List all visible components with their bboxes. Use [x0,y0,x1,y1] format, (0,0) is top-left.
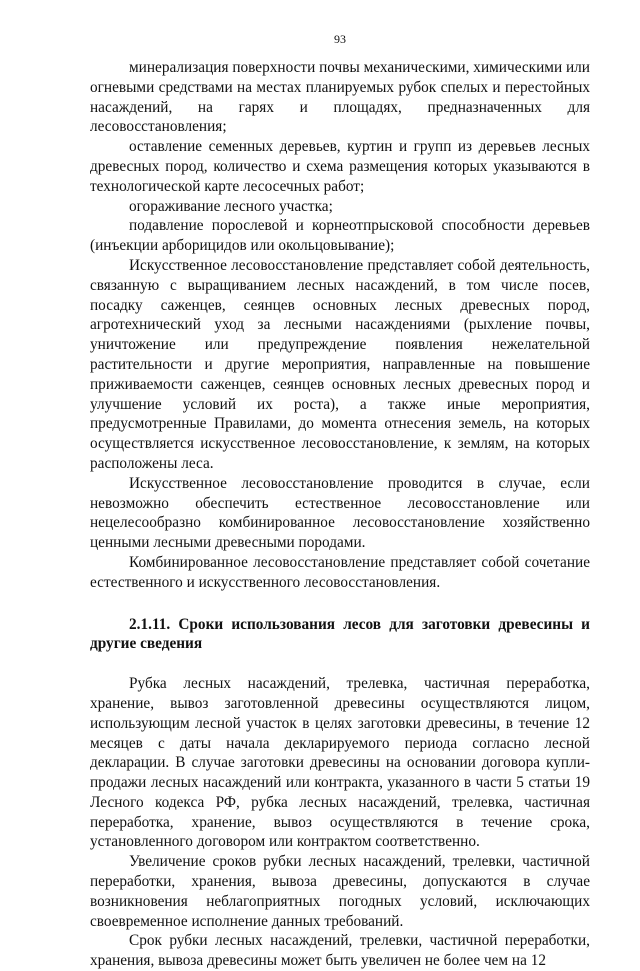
page-number: 93 [334,32,346,46]
paragraph: Искусственное лесовосстановление представляет собой деятельность, связанную с выращиванием лесных насаждений, в том числе посев, посадку саженцев, сеянцев основных лесных древесных пород, агротехнический уход за лесными насаждениями (рыхление почвы, уничтожение или предупреждение появления нежелательной растительности и другие мероприятия, направленные на повышение приживаемости саженцев, сеянцев основных лесных древесных пород и улучшение условий их роста), а также иные мероприятия, предусмотренные Правилами, до момента отнесения земель, на которых осуществляется искусственное лесовосстановление, к землям, на которых расположены леса. [90,256,590,472]
paragraph: оставление семенных деревьев, куртин и групп из деревьев лесных древесных пород, количество и схема размещения которых указываются в технологической карте лесосечных работ; [90,138,590,195]
paragraph: Срок рубки лесных насаждений, трелевки, частичной переработки, хранения, вывоза древесины может быть увеличен не более чем на 12 [90,932,590,970]
paragraph: Рубка лесных насаждений, трелевка, частичная переработка, хранение, вывоз заготовленной древесины осуществляются лицом, использующим лесной участок в целях заготовки древесины, в течение 12 месяцев с даты начала декларируемого периода согласно лесной декларации. В случае заготовки древесины на основании договора купли-продажи лесных насаждений или контракта, указанного в части 5 статьи 19 Лесного кодекса РФ, рубка лесных насаждений, трелевка, частичная переработка, хранение, вывоз осуществляются в течение срока, установленного договором или контрактом соответственно. [90,675,590,851]
paragraph: подавление порослевой и корнеотпрысковой способности деревьев (инъекции арборицидов или окольцовывание); [90,217,590,255]
paragraph: огораживание лесного участка; [129,197,333,215]
paragraph: минерализация поверхности почвы механическими, химическими или огневыми средствами на местах планируемых рубок спелых и перестойных насаждений, на гарях и площадях, предназначенных для лесовосстановления; [90,59,590,136]
paragraph: Увеличение сроков рубки лесных насаждений, трелевки, частичной переработки, хранения, вывоза древесины, допускаются в случае возникновения неблагоприятных погодных условий, исключающих своевременное исполнение данных требований. [90,853,590,930]
paragraph: Комбинированное лесовосстановление представляет собой сочетание естественного и искусственного лесовосстановления. [90,553,590,591]
section-heading: 2.1.11. Сроки использования лесов для заготовки древесины и другие сведения [90,615,590,653]
paragraph: Искусственное лесовосстановление проводится в случае, если невозможно обеспечить естественное лесовосстановление или нецелесообразно комбинированное лесовосстановление хозяйственно ценными лесными древесными породами. [90,474,590,552]
